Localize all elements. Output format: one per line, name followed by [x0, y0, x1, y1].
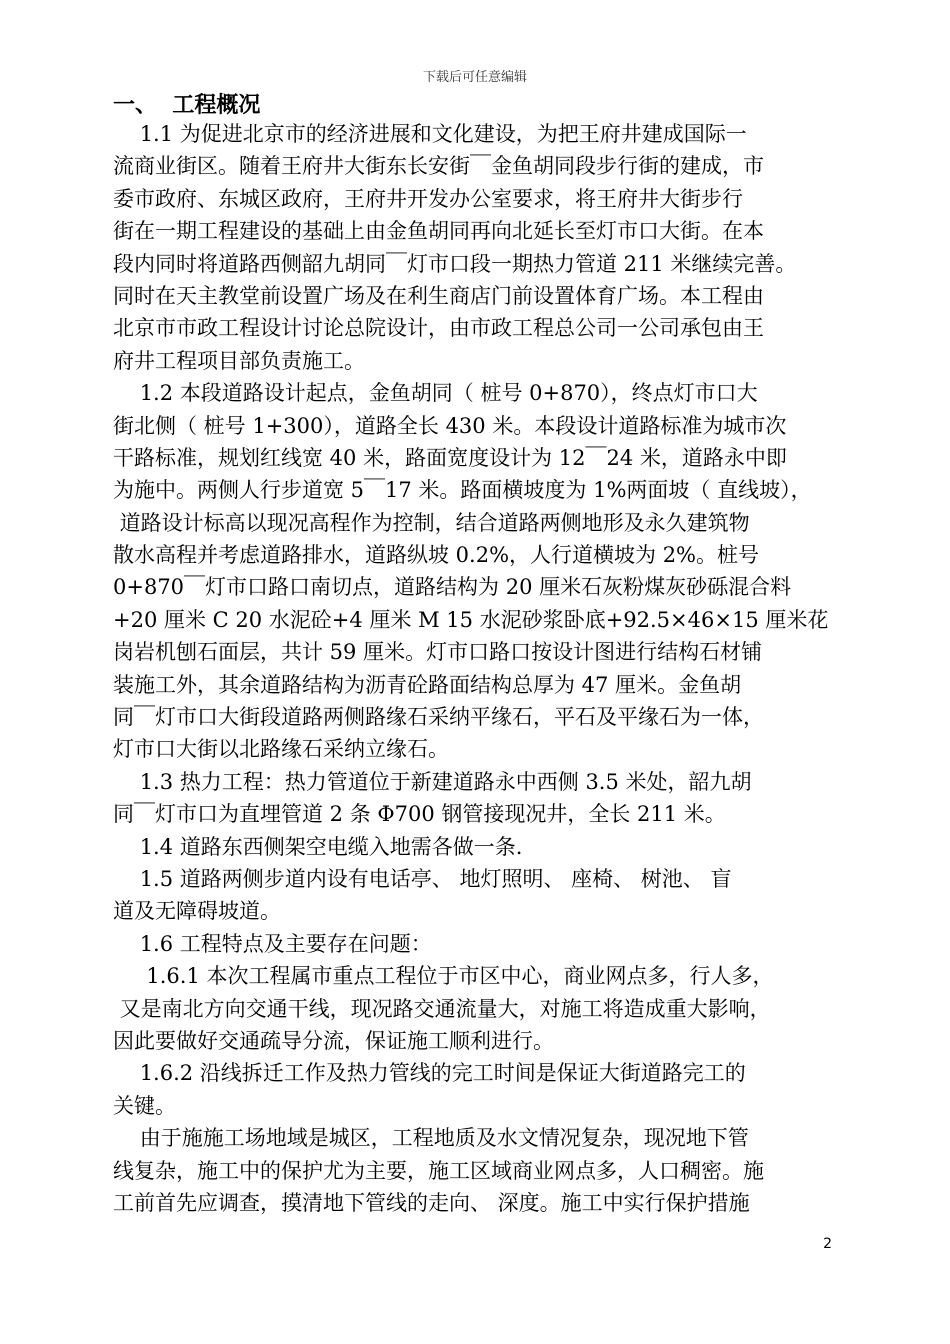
text-line: 灯市口大街以北路缘石采纳立缘石。	[113, 737, 449, 762]
text-line: 又是南北方向交通干线，现况路交通流量大，对施工将造成重大影响，	[113, 996, 771, 1021]
text-line: 由于施施工场地域是城区，工程地质及水文情况复杂，现况地下管	[113, 1126, 749, 1151]
text-line: 1.6 工程特点及主要存在问题：	[113, 931, 432, 956]
document-body	[113, 118, 843, 1219]
text-line: 因此要做好交通疏导分流，保证施工顺利进行。	[113, 1028, 554, 1053]
text-line: 1.4 道路东西侧架空电缆入地需各做一条.	[113, 834, 523, 859]
section-heading: 一、 工程概况	[113, 93, 261, 118]
text-line: 街在一期工程建设的基础上由金鱼胡同再向北延长至灯市口大街。在本	[113, 219, 764, 244]
page-number: 2	[823, 1236, 832, 1252]
text-line: 段内同时将道路西侧韶九胡同￣灯市口段一期热力管道 211 米继续完善。	[113, 251, 797, 276]
text-line: 同￣灯市口大街段道路两侧路缘石采纳平缘石，平石及平缘石为一体，	[113, 705, 764, 730]
text-line: 关键。	[113, 1093, 176, 1118]
text-line: 同时在天主教堂前设置广场及在利生商店门前设置体育广场。本工程由	[113, 283, 764, 308]
text-line: 装施工外，其余道路结构为沥青砼路面结构总厚为 47 厘米。金鱼胡	[113, 672, 742, 697]
text-line: 1.5 道路两侧步道内设有电话亭、 地灯照明、 座椅、 树池、 盲	[113, 866, 732, 891]
text-line: 1.2 本段道路设计起点，金鱼胡同（ 桩号 0+870），终点灯市口大	[113, 381, 758, 406]
text-line: 北京市市政工程设计讨论总院设计，由市政工程总公司一公司承包由王	[113, 316, 764, 341]
text-line: 道及无障碍坡道。	[113, 899, 281, 924]
text-line: 委市政府、东城区政府，王府井开发办公室要求，将王府井大街步行	[113, 186, 743, 211]
text-line: +20 厘米 C 20 水泥砼+4 厘米 M 15 水泥砂浆卧底+92.5×46×15 厘米花	[113, 607, 829, 632]
text-line: 1.1 为促进北京市的经济进展和文化建设，为把王府井建成国际一	[113, 122, 747, 146]
text-line: 0+870￣灯市口路口南切点，道路结构为 20 厘米石灰粉煤灰砂砾混合料	[113, 575, 792, 600]
text-line: 1.6.2 沿线拆迁工作及热力管线的完工时间是保证大街道路完工的	[113, 1061, 746, 1086]
text-line: 干路标准，规划红线宽 40 米，路面宽度设计为 12￣24 米，道路永中即	[113, 445, 787, 470]
text-line: 为施中。两侧人行步道宽 5￣17 米。路面横坡度为 1%两面坡（ 直线坡），	[113, 478, 812, 503]
text-line: 岗岩机刨石面层，共计 59 厘米。灯市口路口按设计图进行结构石材铺	[113, 640, 763, 665]
page-header: 下载后可任意编辑	[422, 70, 527, 85]
text-line: 工前首先应调查，摸清地下管线的走向、 深度。施工中实行保护措施	[113, 1190, 750, 1215]
text-line: 道路设计标高以现况高程作为控制，结合道路两侧地形及永久建筑物	[113, 510, 750, 535]
text-line: 散水高程并考虑道路排水，道路纵坡 0.2%，人行道横坡为 2%。桩号	[113, 543, 760, 568]
text-line: 同￣灯市口为直埋管道 2 条 Φ700 钢管接现况井，全长 211 米。	[113, 802, 726, 827]
text-line: 1.3 热力工程：热力管道位于新建道路永中西侧 3.5 米处，韶九胡	[113, 769, 752, 794]
text-line: 街北侧（ 桩号 1+300），道路全长 430 米。本段设计道路标准为城市次	[113, 413, 787, 438]
text-line: 1.6.1 本次工程属市重点工程位于市区中心，商业网点多，行人多，	[113, 964, 774, 989]
text-line: 线复杂，施工中的保护尤为主要，施工区域商业网点多，人口稠密。施	[113, 1158, 764, 1183]
text-line: 流商业街区。随着王府井大街东长安街￣金鱼胡同段步行街的建成，市	[113, 154, 764, 179]
text-line: 府井工程项目部负责施工。	[113, 348, 365, 373]
